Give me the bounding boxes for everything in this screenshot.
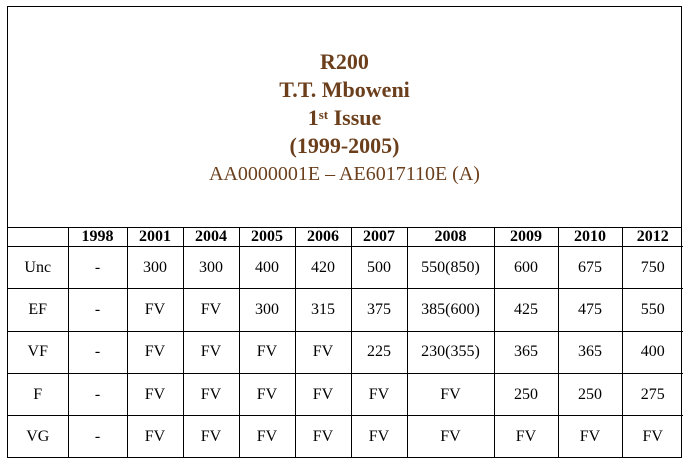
price-cell: 300 (183, 247, 239, 289)
price-cell: FV (127, 331, 183, 373)
price-cell: FV (494, 416, 558, 457)
price-cell: 420 (295, 247, 351, 289)
price-cell: 365 (494, 331, 558, 373)
denomination-title: R200 (320, 48, 369, 74)
price-cell: FV (183, 331, 239, 373)
signatory-name: T.T. Mboweni (279, 76, 410, 102)
price-cell: FV (183, 416, 239, 457)
table-row (8, 373, 683, 415)
year-cell: 2005 (239, 228, 295, 247)
price-cell: - (68, 331, 127, 373)
price-cell: FV (239, 416, 295, 457)
price-cell: 400 (622, 331, 683, 373)
price-cell: FV (622, 416, 683, 457)
year-cell: 2007 (351, 228, 407, 247)
grade-cell: EF (8, 289, 68, 331)
grade-cell: VG (8, 416, 68, 457)
table-row (8, 289, 683, 331)
price-cell: FV (183, 289, 239, 331)
table-row (8, 416, 683, 457)
corner-cell (8, 228, 68, 247)
price-cell: 300 (239, 289, 295, 331)
price-cell: - (68, 289, 127, 331)
year-cell: 2010 (558, 228, 622, 247)
year-header-row (8, 228, 683, 247)
price-cell: FV (239, 331, 295, 373)
grade-cell: VF (8, 331, 68, 373)
serial-range: AA0000001E – AE6017110E (A) (209, 162, 480, 185)
issue-line (308, 104, 382, 132)
price-cell: 475 (558, 289, 622, 331)
price-grid (8, 228, 683, 457)
year-cell: 2006 (295, 228, 351, 247)
price-cell: FV (127, 289, 183, 331)
price-cell: FV (295, 373, 351, 415)
price-cell: 400 (239, 247, 295, 289)
price-cell: 500 (351, 247, 407, 289)
price-cell: 750 (622, 247, 683, 289)
issue-word: Issue (328, 104, 382, 130)
price-cell: FV (239, 373, 295, 415)
price-cell: FV (127, 416, 183, 457)
price-cell: FV (127, 373, 183, 415)
price-cell: 550(850) (407, 247, 494, 289)
price-cell: FV (351, 416, 407, 457)
year-cell: 2008 (407, 228, 494, 247)
price-cell: 315 (295, 289, 351, 331)
price-cell: 300 (127, 247, 183, 289)
price-cell: 425 (494, 289, 558, 331)
price-cell: FV (558, 416, 622, 457)
price-cell: FV (183, 373, 239, 415)
issue-number: 1 (307, 104, 319, 130)
grade-cell: Unc (8, 247, 68, 289)
price-cell: - (68, 416, 127, 457)
price-cell: - (68, 373, 127, 415)
year-cell: 2009 (494, 228, 558, 247)
price-cell: 275 (622, 373, 683, 415)
price-cell: 550 (622, 289, 683, 331)
price-cell: 365 (558, 331, 622, 373)
price-table-frame (7, 6, 682, 458)
price-cell: FV (351, 373, 407, 415)
price-cell: FV (295, 331, 351, 373)
price-cell: FV (407, 373, 494, 415)
price-cell: 375 (351, 289, 407, 331)
price-cell: 225 (351, 331, 407, 373)
year-cell: 2012 (622, 228, 683, 247)
price-cell: 250 (558, 373, 622, 415)
year-cell: 2001 (127, 228, 183, 247)
table-header (8, 7, 681, 228)
price-cell: - (68, 247, 127, 289)
price-cell: 675 (558, 247, 622, 289)
table-row (8, 331, 683, 373)
price-cell: 600 (494, 247, 558, 289)
price-cell: 250 (494, 373, 558, 415)
price-cell: FV (295, 416, 351, 457)
issue-suffix: st (318, 106, 329, 122)
grade-cell: F (8, 373, 68, 415)
year-cell: 1998 (68, 228, 127, 247)
table-row (8, 247, 683, 289)
price-cell: FV (407, 416, 494, 457)
price-cell: 385(600) (407, 289, 494, 331)
issue-period: (1999-2005) (289, 132, 400, 158)
year-cell: 2004 (183, 228, 239, 247)
price-cell: 230(355) (407, 331, 494, 373)
